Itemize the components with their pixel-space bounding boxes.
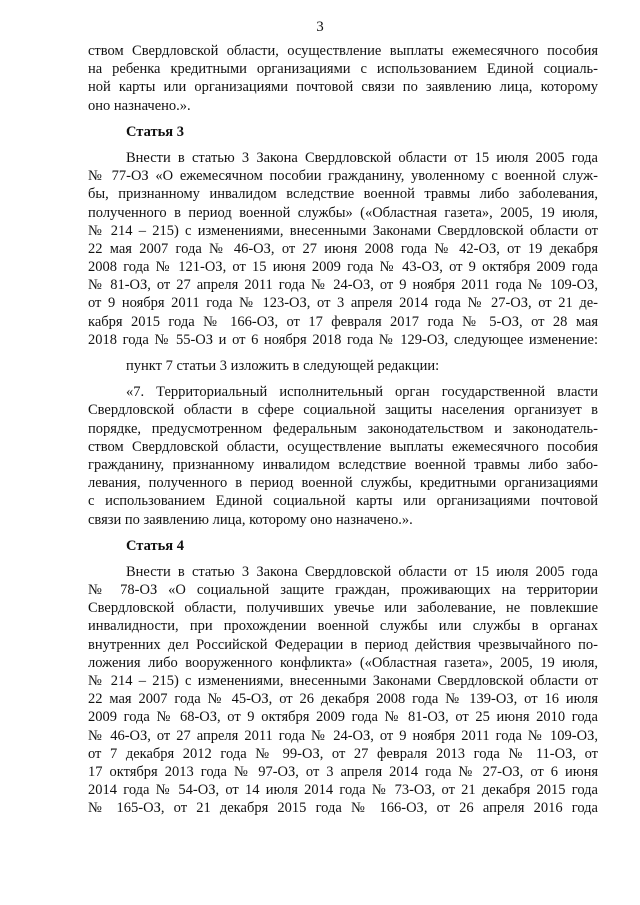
page-number: 3 — [316, 19, 324, 35]
text-line: ной карты или организациями почтовой связи по заявлению лица, которому — [88, 79, 598, 96]
article-4-heading: Статья 4 — [126, 537, 184, 554]
paragraph-gap — [88, 141, 598, 149]
text-line: 22 мая 2007 года № 46-ОЗ, от 27 июня 2008 года № 42-ОЗ, от 19 декабря — [88, 240, 598, 257]
text-line: «7. Территориальный исполнительный орган государственной власти — [126, 384, 598, 401]
text-line: ством Свердловской области, осуществление выплаты ежемесячного пособия — [88, 438, 598, 455]
text-line: Внести в статью 3 Закона Свердловской области от 15 июля 2005 года — [126, 563, 598, 580]
paragraph-gap — [88, 375, 598, 383]
document-body — [88, 42, 598, 818]
text-line: кабря 2015 года № 166-ОЗ, от 17 февраля 2017 года № 5-ОЗ, от 28 мая — [88, 313, 598, 330]
text-line: на ребенка кредитными организациями с использованием Единой социаль- — [88, 61, 598, 78]
text-line: связи по заявлению лица, которому оно назначено.». — [88, 511, 413, 528]
text-line: № 46-ОЗ, от 27 апреля 2011 года № 24-ОЗ, от 9 ноября 2011 года № 109-ОЗ, — [88, 727, 598, 744]
text-line: от 9 ноября 2011 года № 123-ОЗ, от 3 апреля 2014 года № 27-ОЗ, от 21 де- — [88, 295, 598, 312]
text-line: гражданину, признанному инвалидом вследствие военной травмы либо забо- — [88, 456, 598, 473]
text-line: № 77-ОЗ «О ежемесячном пособии гражданину, уволенному с военной служ- — [88, 168, 598, 185]
article-3-quote — [88, 383, 598, 529]
paragraph-gap — [88, 529, 598, 537]
text-line: от 7 декабря 2012 года № 99-ОЗ, от 27 февраля 2013 года № 11-ОЗ, от — [88, 745, 598, 762]
article-3-paragraph — [88, 149, 598, 349]
text-line: № 214 – 215) с изменениями, внесенными Законами Свердловской области от — [88, 673, 598, 689]
text-line: 2008 года № 121-ОЗ, от 15 июня 2009 года № 43-ОЗ, от 9 октября 2009 года — [88, 259, 598, 276]
text-line: 2014 года № 54-ОЗ, от 14 июля 2014 года № 73-ОЗ, от 21 декабря 2015 года — [88, 782, 598, 799]
text-line: ством Свердловской области, осуществление выплаты ежемесячного пособия — [88, 43, 598, 59]
text-line: левания, полученного в период военной службы, кредитными организациями — [88, 475, 598, 492]
text-line: Свердловской области в сфере социальной защиты населения организует в — [88, 402, 598, 419]
paragraph-gap — [88, 555, 598, 563]
intro-paragraph — [88, 42, 598, 115]
text-line: 2018 года № 55-ОЗ и от 6 ноября 2018 года № 129-ОЗ, следующее изменение: — [88, 331, 598, 348]
text-line: № 214 – 215) с изменениями, внесенными Законами Свердловской области от — [88, 222, 598, 239]
article-3-instruction: пункт 7 статьи 3 изложить в следующей редакции: — [126, 358, 440, 374]
article-3-heading: Статья 3 — [126, 123, 184, 140]
text-line: 17 октября 2013 года № 97-ОЗ, от 3 апреля 2014 года № 27-ОЗ, от 6 июня — [88, 763, 598, 780]
text-line: 22 мая 2007 года № 45-ОЗ, от 26 декабря 2008 года № 139-ОЗ, от 16 июля — [88, 691, 598, 708]
text-line: 2009 года № 68-ОЗ, от 9 октября 2009 года № 81-ОЗ, от 25 июня 2010 года — [88, 709, 598, 726]
text-line: инвалидности, при прохождении военной службы или службы в органах — [88, 618, 598, 635]
text-line: № 78-ОЗ «О социальной защите граждан, проживающих на территории — [88, 582, 598, 599]
article-4-paragraph — [88, 563, 598, 818]
paragraph-gap — [88, 115, 598, 123]
text-line: Внести в статью 3 Закона Свердловской области от 15 июля 2005 года — [126, 149, 598, 166]
text-line: полученного в период военной службы» («Областная газета», 2005, 19 июля, — [88, 204, 598, 221]
text-line: № 81-ОЗ, от 27 апреля 2011 года № 24-ОЗ, от 9 ноября 2011 года № 109-ОЗ, — [88, 277, 598, 294]
text-line: с использованием Единой социальной карты или организациями почтовой — [88, 493, 598, 510]
paragraph-gap — [88, 349, 598, 357]
text-line: № 165-ОЗ, от 21 декабря 2015 года № 166-ОЗ, от 26 апреля 2016 года — [88, 800, 598, 817]
text-line: внутренних дел Российской Федерации в период действия чрезвычайного по- — [88, 636, 598, 653]
text-line: порядке, предусмотренном федеральным законодательством и законодатель- — [88, 420, 598, 437]
text-line: ложения либо вооруженного конфликта» («Областная газета», 2005, 19 июля, — [88, 654, 598, 671]
text-line: оно назначено.». — [88, 97, 191, 114]
text-line: Свердловской области, получивших увечье или заболевание, не повлекшие — [88, 600, 598, 617]
text-line: бы, признанному инвалидом вследствие военной травмы либо заболевания, — [88, 186, 598, 203]
